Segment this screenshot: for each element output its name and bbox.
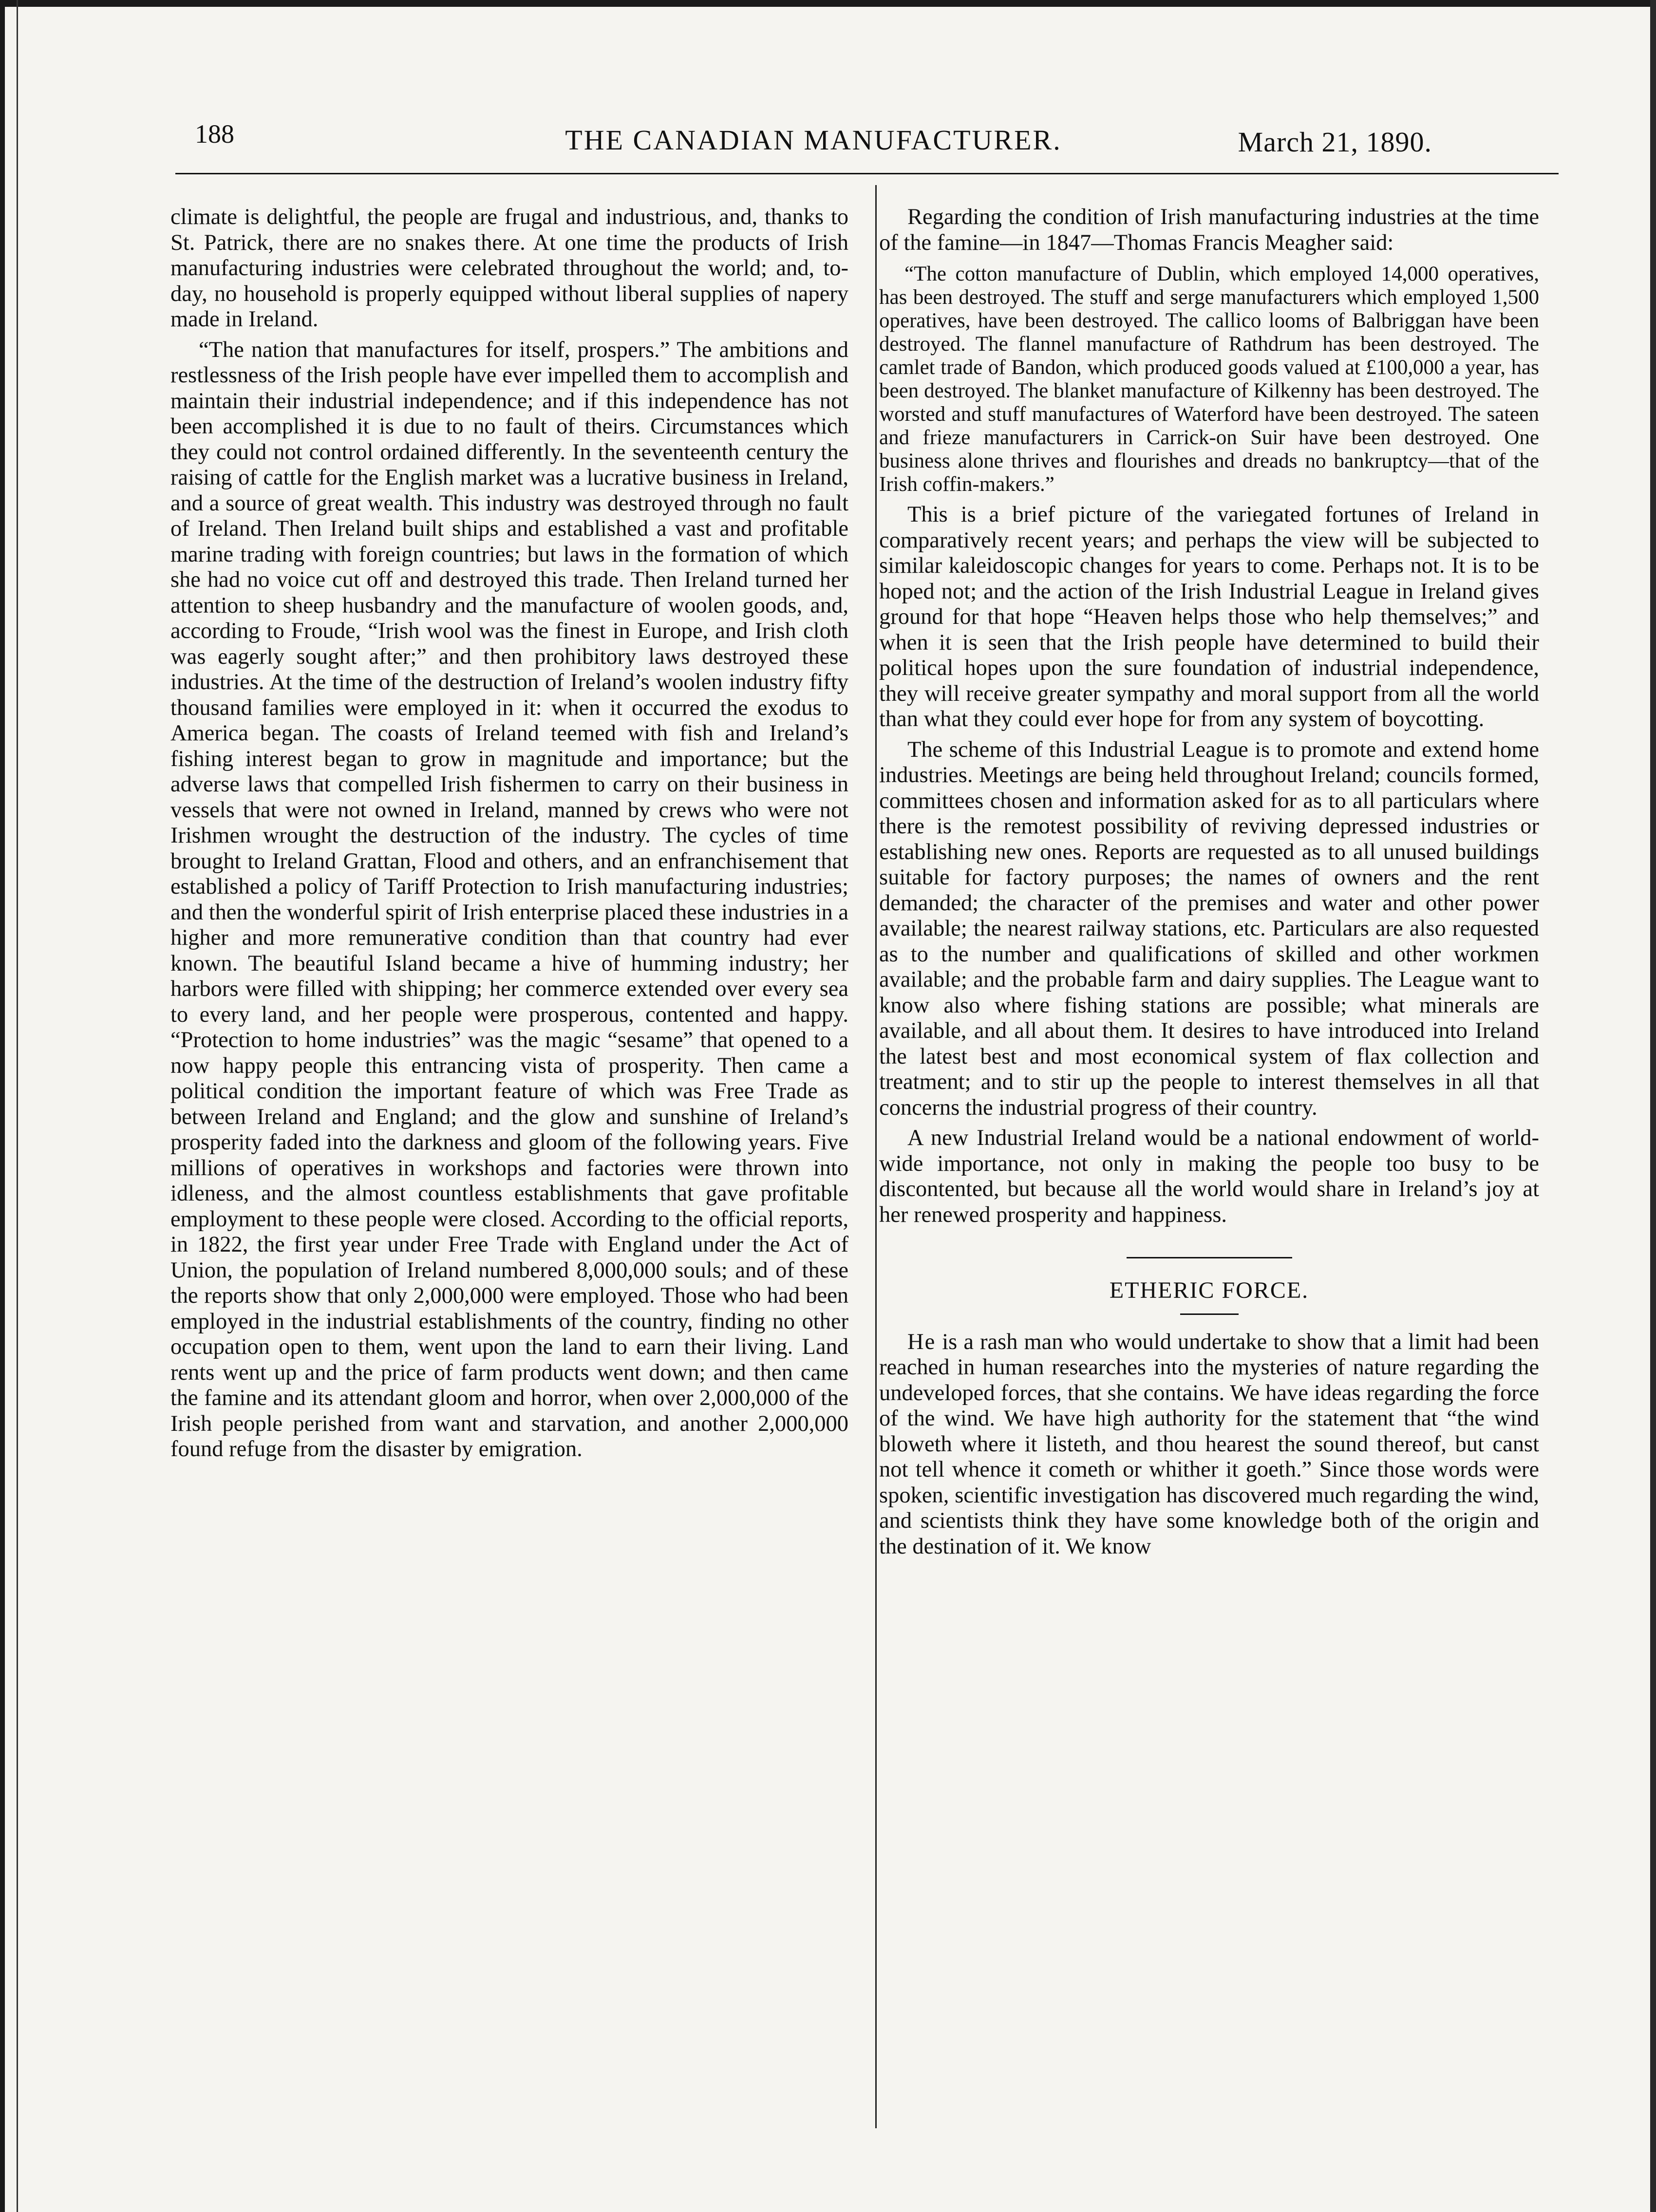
section-title: ETHERIC FORCE.	[1109, 1277, 1309, 1303]
page-edge-line	[17, 0, 18, 2212]
left-paragraph-1: climate is delightful, the people are frugal and industrious, and, thanks to St. Patrick, there are no snakes there. At one time the products of Irish manufacturing industries were celebrated throughout the world; and, to-day, no household is properly equipped without liberal supplies of napery made in Ireland.	[170, 205, 848, 332]
page-header	[195, 117, 1432, 170]
right-paragraph-2: This is a brief picture of the variegated fortunes of Ireland in comparatively recent years; and perhaps the view will be subjected to similar kaleidoscopic changes for years to come. Perhaps not. It is to be hoped not; and the action of the Irish Industrial League in Ireland gives ground for that hope “Heaven helps those who help themselves;” and when it is seen that the Irish people have determined to build their political hopes upon the sure foundation of industrial independence, they will receive greater sympathy and moral support from all the world than what they could ever hope for from any system of boycotting.	[879, 502, 1539, 731]
page-edge-right	[1650, 0, 1656, 2212]
right-paragraph-3: The scheme of this Industrial League is to promote and extend home industries. Meetings are being held throughout Ireland; councils formed, committees chosen and information asked for as to all particulars where there is the remotest possibility of reviving depressed industries or establishing new ones. Reports are requested as to all unused buildings suitable for factory purposes; the names of owners and the rent demanded; the character of the premises and water and other power available; the nearest railway stations, etc. Particulars are also requested as to the number and qualifications of skilled and other workmen available; and the probable farm and dairy supplies. The League want to know also where fishing stations are possible; what minerals are available, and all about them. It desires to have introduced into Ireland the latest best and most economical system of flax collection and treatment; and to stir up the people to interest themselves in all that concerns the industrial progress of their country.	[879, 737, 1539, 1120]
meagher-quote: “The cotton manufacture of Dublin, which employed 14,000 operatives, has been destroyed. The stuff and serge manufacturers which employed 1,500 operatives, have been destroyed. The callico looms of Balbriggan have been destroyed. The flannel manufacture of Rathdrum has been destroyed. The camlet trade of Bandon, which produced goods valued at £100,000 a year, has been destroyed. The blanket manufacture of Kilkenny has been destroyed. The worsted and stuff manufactures of Waterford have been destroyed. The sateen and frieze manufacturers in Carrick-on Suir have been destroyed. One business alone thrives and flourishes and dreads no bankruptcy—that of the Irish coffin-makers.”	[879, 262, 1539, 496]
right-paragraph-4: A new Industrial Ireland would be a national endowment of world-wide importance, not only in making the people too busy to be discontented, but because all the world would share in Ireland’s joy at her renewed prosperity and happiness.	[879, 1125, 1539, 1227]
masthead-title: THE CANADIAN MANUFACTURER.	[565, 124, 1062, 156]
left-paragraph-2: “The nation that manufactures for itself, prospers.” The ambitions and restlessness of the Irish people have ever impelled them to accomplish and maintain their industrial independence; and if this independence has not been accomplished it is due to no fault of theirs. Circumstances which they could not control ordained differently. In the seventeenth century the raising of cattle for the English market was a lucrative business in Ireland, and a source of great wealth. This industry was destroyed through no fault of Ireland. Then Ireland built ships and established a vast and profitable marine trading with foreign countries; but laws in the formation of which she had no voice cut off and destroyed this trade. Then Ireland turned her attention to sheep husbandry and the manufacture of woolen goods, and, according to Froude, “Irish wool was the finest in Europe, and Irish cloth was eagerly sought after;” and then prohibitory laws destroyed these industries. At the time of the destruction of Ireland’s woolen industry fifty thousand families were employed in it: when it occurred the exodus to America began. The coasts of Ireland teemed with fish and Ireland’s fishing interest began to grow in magnitude and importance; but the adverse laws that compelled Irish fishermen to carry on their business in vessels that were not owned in Ireland, manned by crews who were not Irishmen wrought the destruction of the industry. The cycles of time brought to Ireland Grattan, Flood and others, and an enfranchisement that established a policy of Tariff Protection to Irish manufacturing industries; and then the wonderful spirit of Irish enterprise placed these industries in a higher and more remunerative condition than that country had ever known. The beautiful Island became a hive of humming industry; her harbors were filled with shipping; her commerce extended over every sea to every land, and her people were prosperous, contented and happy. “Protection to home industries” was the magic “sesame” that opened to a now happy people this entrancing vista of prosperity. Then came a political condition the important feature of which was Free Trade as between Ireland and England; and the glow and sunshine of Ireland’s prosperity faded into the darkness and gloom of the following years. Five millions of operatives in workshops and factories were thrown into idleness, and the almost countless establishments that gave profitable employment to these people were closed. According to the official reports, in 1822, the first year under Free Trade with England under the Act of Union, the population of Ireland numbered 8,000,000 souls; and of these the reports show that only 2,000,000 were employed. Those who had been employed in the industrial establishments of the country, finding no other occupation open to them, went upon the land to earn their living. Land rents went up and the price of farm products went down; and then came the famine and its attendant gloom and horror, when over 2,000,000 of the Irish people perished from want and starvation, and another 2,000,000 found refuge from the disaster by emigration.	[170, 337, 849, 1462]
column-divider	[875, 185, 877, 2128]
section-title-underline	[1180, 1313, 1239, 1315]
left-column	[170, 205, 848, 1467]
page-edge-left	[0, 0, 5, 2212]
issue-date: March 21, 1890.	[1238, 126, 1432, 158]
right-column	[879, 205, 1539, 1564]
section-divider	[1127, 1257, 1292, 1258]
page-number: 188	[195, 119, 234, 149]
header-rule	[175, 173, 1559, 174]
etheric-paragraph-text: is a rash man who would undertake to show that a limit had been reached in human researches into the mysteries of nature regarding the undeveloped forces, that she contains. We have ideas regarding the force of the wind. We have high authority for the statement that “the wind bloweth where it listeth, and thou hearest the sound thereof, but canst not tell whence it cometh or whither it goeth.” Since those words were spoken, scientific investigation has discovered much regarding the wind, and scientists think they have some knowledge both of the origin and the destination of it. We know	[879, 1329, 1539, 1559]
right-paragraph-1: Regarding the condition of Irish manufacturing industries at the time of the famine—in 1847—Thomas Francis Meagher said:	[879, 205, 1539, 255]
etheric-paragraph-1	[879, 1330, 1539, 1560]
dropcap: He	[907, 1329, 936, 1354]
page-edge-top	[0, 0, 1656, 7]
